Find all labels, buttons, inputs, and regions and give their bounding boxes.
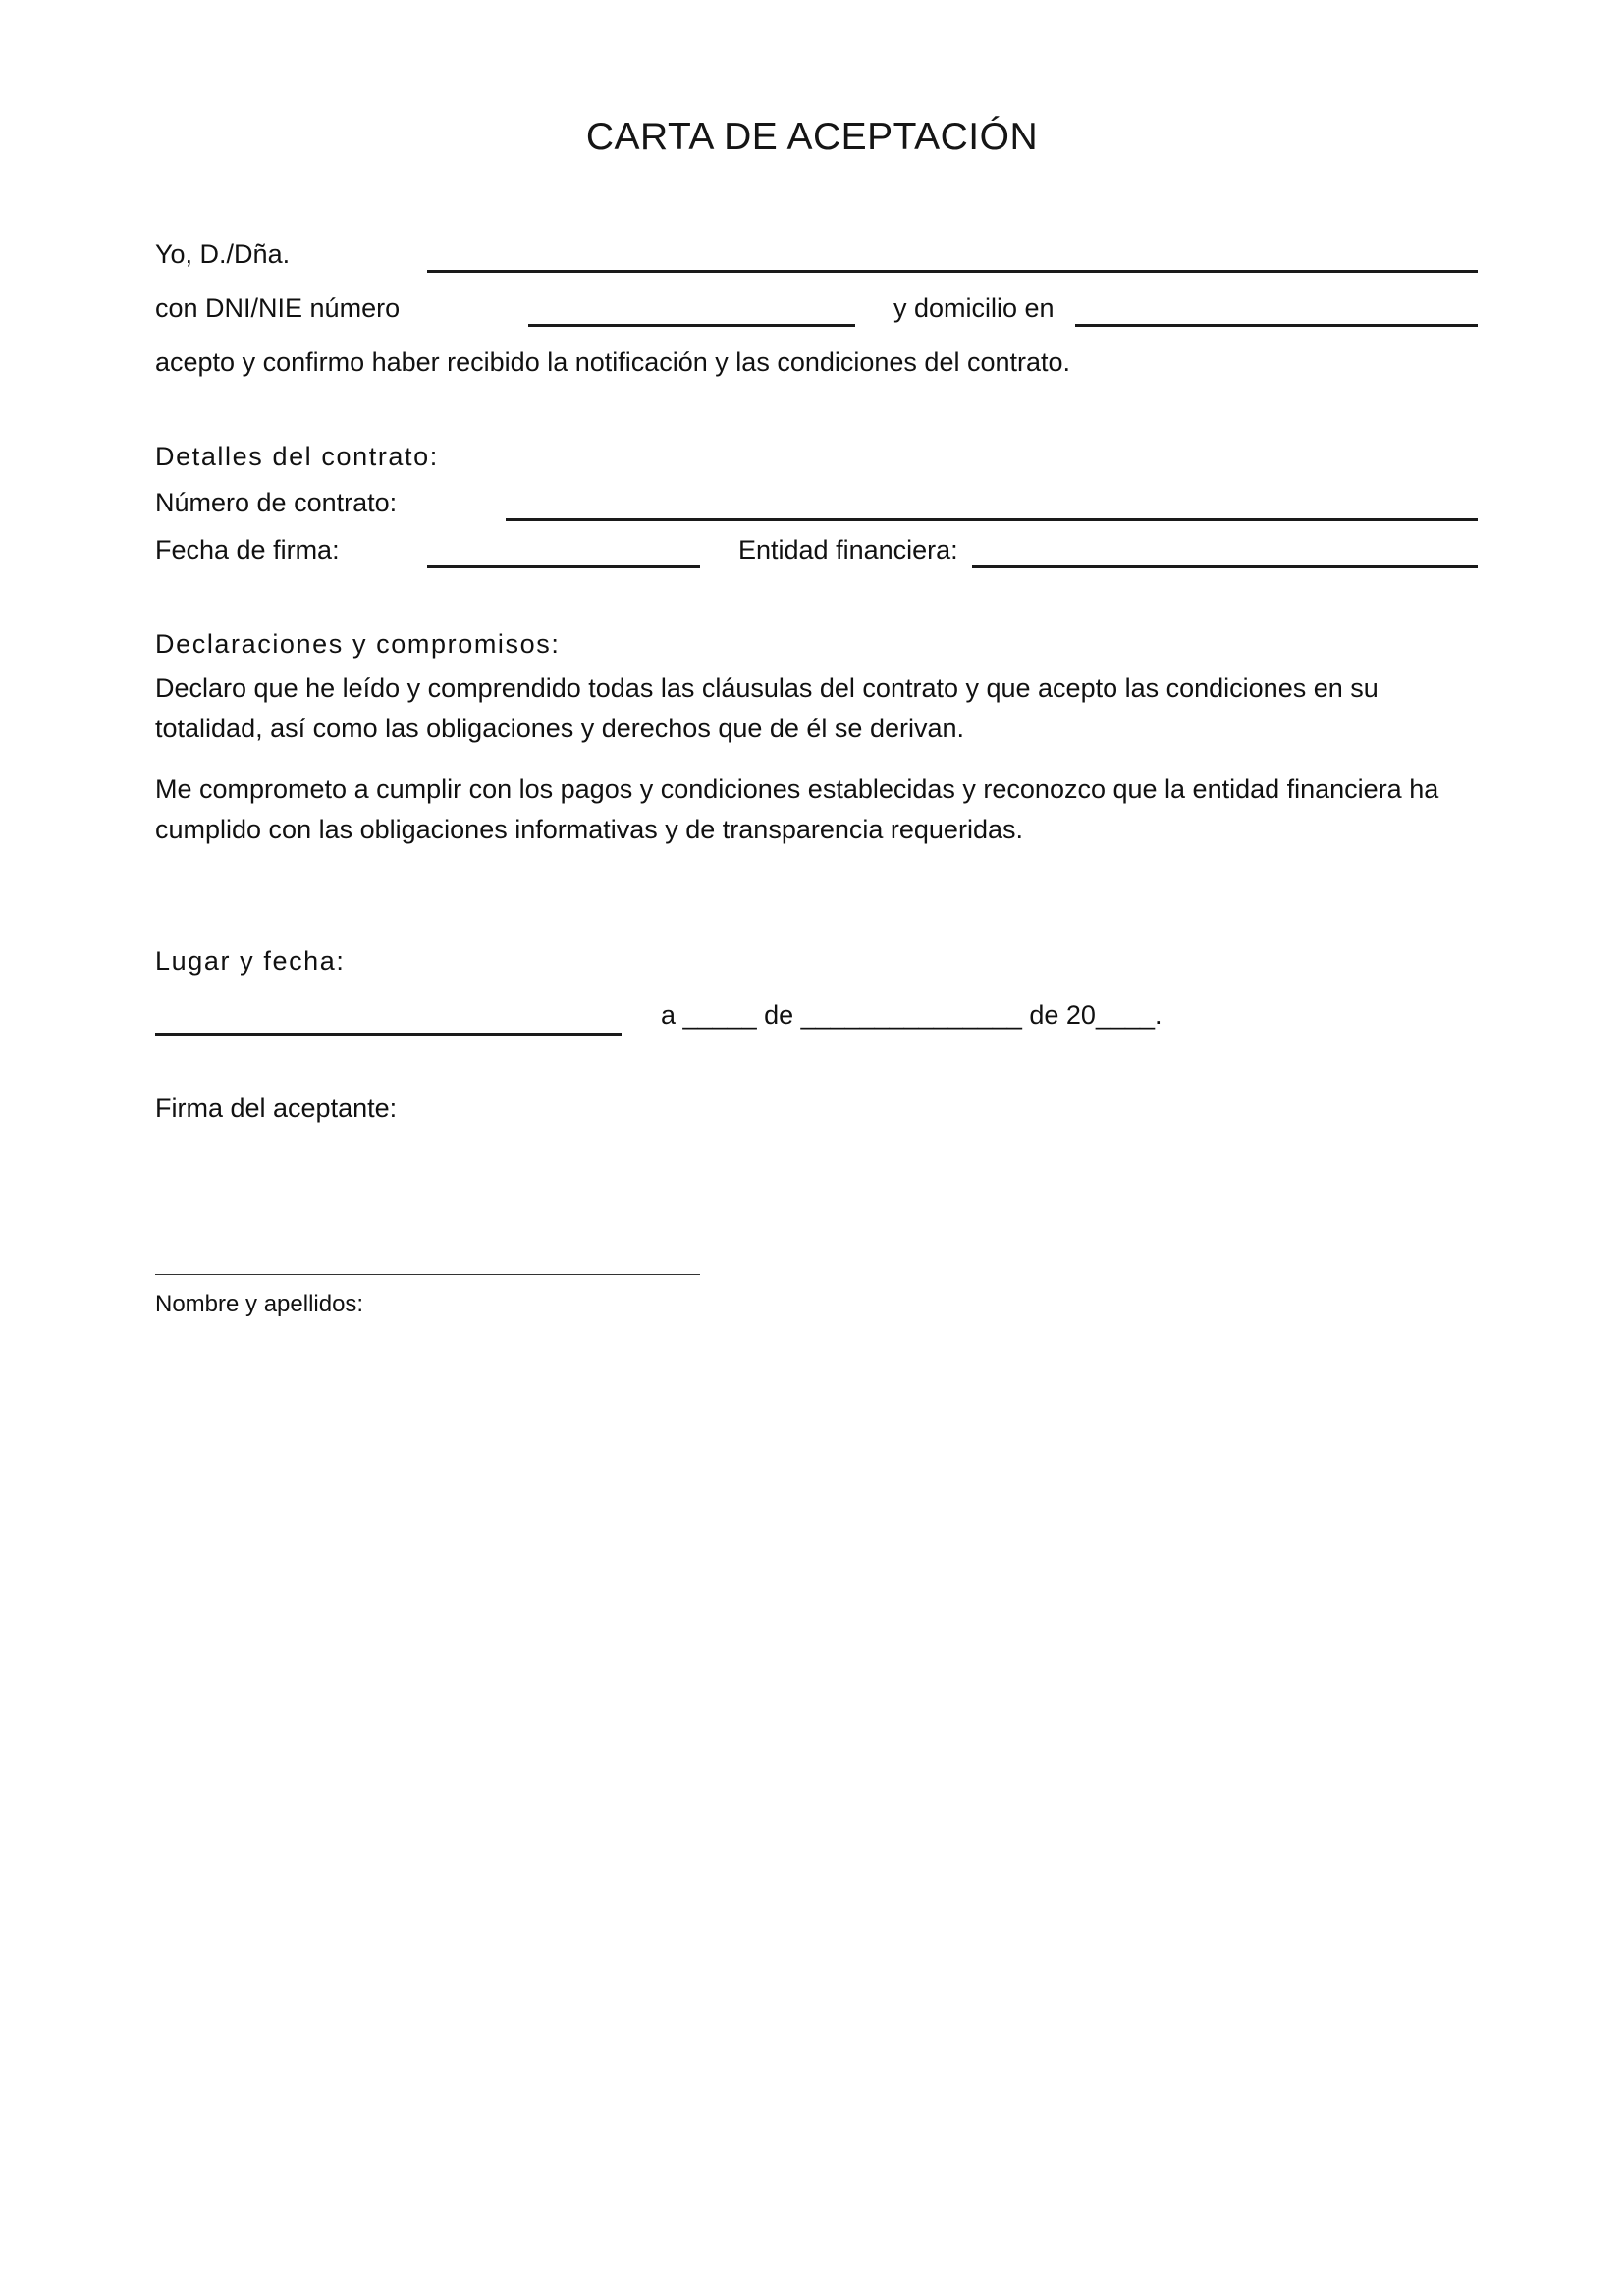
signing-date-field-line[interactable] xyxy=(427,565,700,568)
signing-date-label: Fecha de firma: xyxy=(155,535,340,564)
name-label: Yo, D./Dña. xyxy=(155,240,291,269)
declaration-paragraph-2: Me comprometo a cumplir con los pagos y condiciones establecidas y reconozco que la entidad financiera ha cumplido con las obligaciones informativas y de transparencia requeridas. xyxy=(155,774,1439,844)
financial-entity-field-line[interactable] xyxy=(972,565,1478,568)
id-field-line[interactable] xyxy=(528,324,855,327)
financial-entity-label: Entidad financiera: xyxy=(738,535,958,564)
date-blanks-text: a _____ de _______________ de 20____. xyxy=(661,1000,1163,1030)
signature-label: Firma del aceptante: xyxy=(155,1094,398,1123)
contract-number-field-line[interactable] xyxy=(506,518,1478,521)
place-date-heading: Lugar y fecha: xyxy=(155,946,346,976)
place-field-line[interactable] xyxy=(155,1033,622,1036)
address-label: y domicilio en xyxy=(893,294,1055,323)
confirmation-text: acepto y confirmo haber recibido la notificación y las condiciones del contrato. xyxy=(155,347,1071,377)
full-name-label: Nombre y apellidos: xyxy=(155,1291,364,1317)
contract-details-heading: Detalles del contrato: xyxy=(155,442,439,471)
id-label: con DNI/NIE número xyxy=(155,294,401,323)
contract-number-label: Número de contrato: xyxy=(155,488,398,517)
signature-line[interactable] xyxy=(155,1274,700,1275)
address-field-line[interactable] xyxy=(1075,324,1478,327)
declaration-paragraph-1: Declaro que he leído y comprendido todas las cláusulas del contrato y que acepto las condiciones en su totalidad, así como las obligaciones y derechos que de él se derivan. xyxy=(155,673,1379,743)
document-title: CARTA DE ACEPTACIÓN xyxy=(585,116,1039,158)
declarations-heading: Declaraciones y compromisos: xyxy=(155,629,561,659)
name-field-line[interactable] xyxy=(427,270,1478,273)
